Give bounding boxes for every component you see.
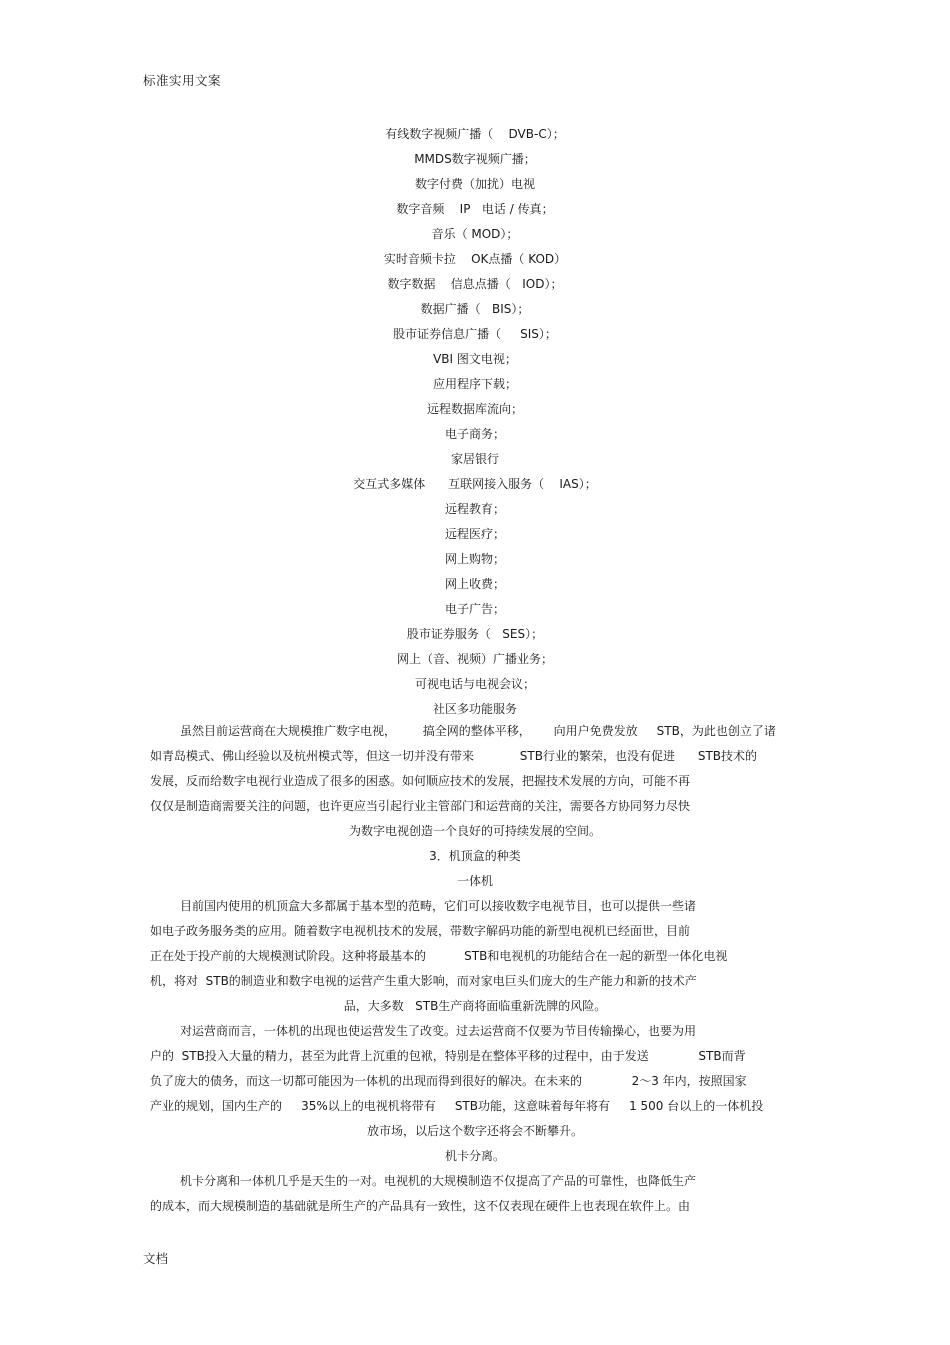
paragraph-line: 发展，反而给数字电视行业造成了很多的困惑。如何顺应技术的发展，把握技术发展的方向，可能不再 [150, 774, 691, 788]
list-item: 远程医疗； [444, 527, 505, 541]
paragraph-line: 虽然目前运营商在大规模推广数字电视， 搞全网的整体平移， 向用户免费发放 STB，为此也创立了诸 [180, 724, 776, 738]
paragraph-line: 户的 STB投入大量的精力，甚至为此背上沉重的包袱，特别是在整体平移的过程中，由于发送 STB而背 [150, 1049, 746, 1063]
list-item: 可视电话与电视会议； [414, 677, 535, 691]
service-list [150, 125, 800, 725]
list-item: 实时音频卡拉 OK点播（ KOD） [383, 252, 567, 266]
paragraph-line: 如青岛模式、佛山经验以及杭州模式等，但这一切并没有带来 STB行业的繁荣，也没有促进 STB技术的 [150, 749, 758, 763]
paragraph-line: 仅仅是制造商需要关注的问题，也许更应当引起行业主管部门和运营商的关注，需要各方协同努力尽快 [150, 799, 691, 813]
paragraph-line: 的成本，而大规模制造的基础就是所生产的产品具有一致性，这不仅表现在硬件上也表现在软件上。由 [150, 1199, 691, 1213]
list-item: 社区多功能服务 [432, 702, 517, 716]
list-item: 远程数据库流向； [426, 402, 523, 416]
list-item: 音乐（ MOD）； [431, 227, 519, 241]
list-item: 数字音频 IP 电话 / 传真； [396, 202, 554, 216]
page-header: 标准实用文案 [143, 73, 222, 88]
paragraph-line: 如电子政务服务类的应用。随着数字电视机技术的发展，带数字解码功能的新型电视机已经面世，目前 [150, 924, 691, 938]
list-item: 网上收费； [444, 577, 505, 591]
list-item: 股市证券信息广播（ SIS）； [393, 327, 557, 341]
list-item: 数字数据 信息点播（ IOD）； [387, 277, 563, 291]
paragraph-line: 产业的规划，国内生产的 35%以上的电视机将带有 STB功能，这意味着每年将有 1 500 台以上的一体机投 [150, 1099, 764, 1113]
list-item: 数据广播（ BIS）； [420, 302, 530, 316]
body-text [150, 722, 800, 1222]
paragraph-line: 品，大多数 STB生产商将面临重新洗牌的风险。 [343, 999, 607, 1013]
list-item: 交互式多媒体 互联网接入服务（ IAS）； [353, 477, 597, 491]
list-item: 电子商务； [444, 427, 505, 441]
subsection-heading: 机卡分离。 [444, 1149, 505, 1163]
list-item: 网上购物； [444, 552, 505, 566]
paragraph-line: 机，将对 STB的制造业和数字电视的运营产生重大影响，而对家电巨头们庞大的生产能力和新的技术产 [150, 974, 697, 988]
list-item: 远程教育； [444, 502, 505, 516]
list-item: 数字付费（加扰）电视 [414, 177, 535, 191]
paragraph-line: 正在处于投产前的大规模测试阶段。这种将最基本的 STB和电视机的功能结合在一起的新型一体化电视 [150, 949, 728, 963]
list-item: VBI 图文电视； [433, 352, 517, 366]
list-item: 家居银行 [450, 452, 499, 466]
paragraph-line: 对运营商而言，一体机的出现也使运营发生了改变。过去运营商不仅要为节目传输操心，也要为用 [180, 1024, 697, 1038]
page-footer: 文档 [143, 1251, 169, 1266]
paragraph-line: 为数字电视创造一个良好的可持续发展的空间。 [348, 824, 601, 838]
section-heading: 3．机顶盒的种类 [429, 849, 521, 863]
list-item: 网上（音、视频）广播业务； [396, 652, 553, 666]
list-item: 应用程序下载； [432, 377, 517, 391]
paragraph-line: 放市场，以后这个数字还将会不断攀升。 [366, 1124, 583, 1138]
paragraph-line: 目前国内使用的机顶盒大多都属于基本型的范畴，它们可以接收数字电视节目，也可以提供一些诸 [180, 899, 697, 913]
paragraph-line: 负了庞大的债务，而这一切都可能因为一体机的出现而得到很好的解决。在未来的 2～3 年内，按照国家 [150, 1074, 747, 1088]
list-item: MMDS数字视频广播； [414, 152, 536, 166]
paragraph-line: 机卡分离和一体机几乎是天生的一对。电视机的大规模制造不仅提高了产品的可靠性，也降低生产 [180, 1174, 697, 1188]
list-item: 电子广告； [444, 602, 505, 616]
list-item: 股市证券服务（ SES）； [406, 627, 544, 641]
list-item: 有线数字视频广播（ DVB-C）； [385, 127, 565, 141]
subsection-heading: 一体机 [456, 874, 493, 888]
